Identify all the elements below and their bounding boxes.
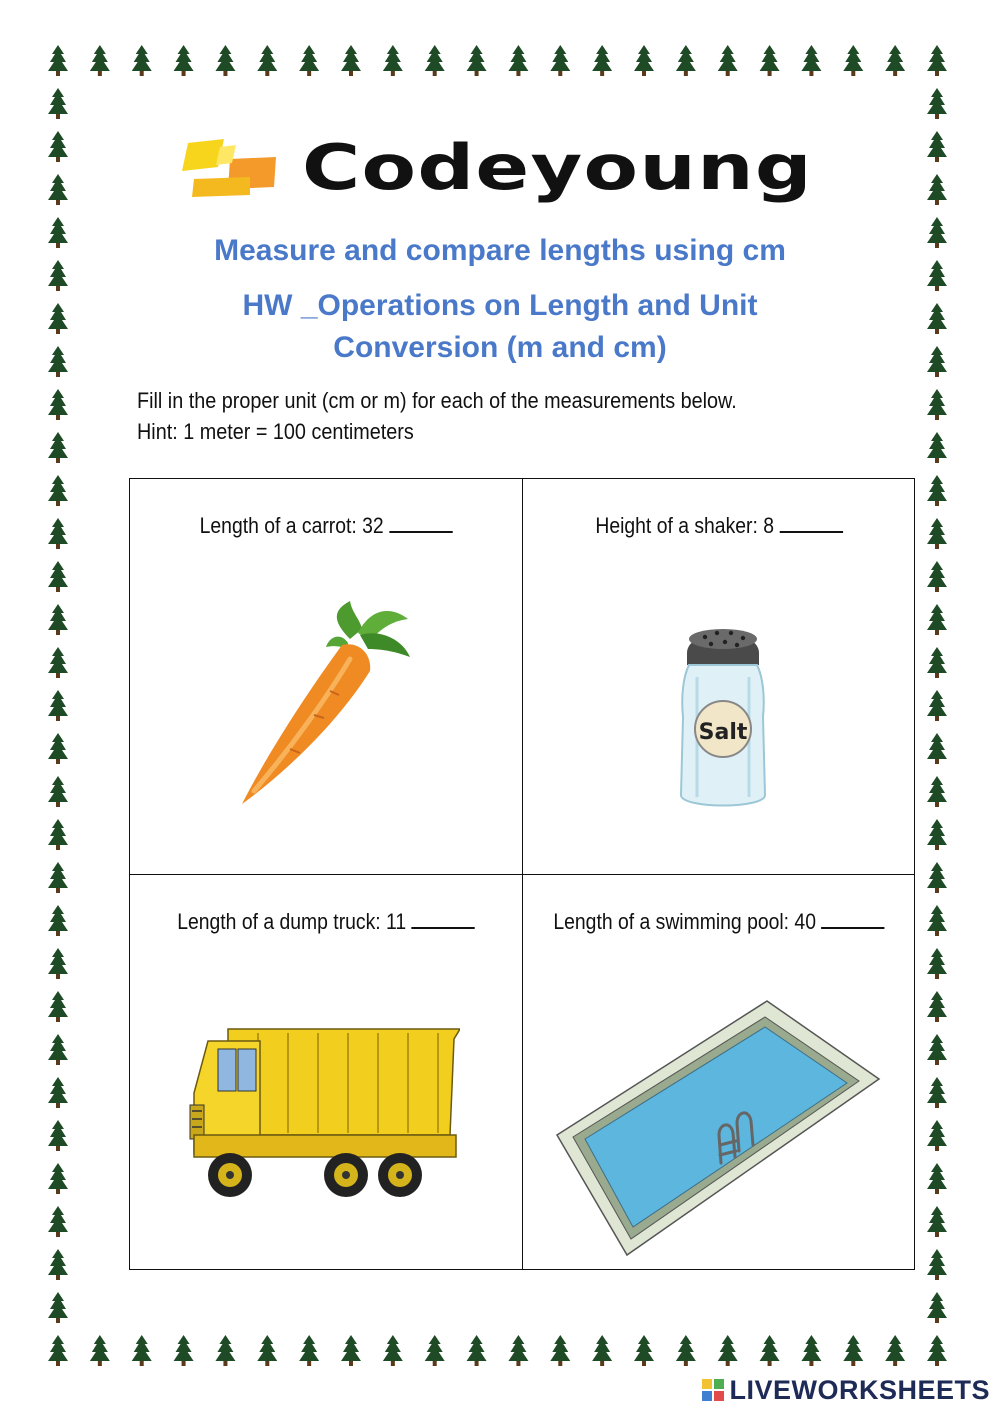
pine-tree-icon bbox=[676, 45, 696, 76]
pine-tree-icon bbox=[425, 1335, 445, 1366]
pine-tree-icon bbox=[760, 1335, 780, 1366]
pine-tree-icon bbox=[718, 1335, 738, 1366]
pine-tree-icon bbox=[592, 45, 612, 76]
pine-tree-icon bbox=[174, 1335, 194, 1366]
pine-tree-icon bbox=[467, 45, 487, 76]
pine-tree-icon bbox=[927, 690, 947, 721]
pine-tree-icon bbox=[927, 1335, 947, 1366]
dump-truck-icon bbox=[188, 1025, 460, 1200]
pine-tree-icon bbox=[132, 45, 152, 76]
pine-tree-icon bbox=[48, 604, 68, 635]
pine-tree-icon bbox=[48, 45, 68, 76]
exercise-cell-shaker bbox=[523, 479, 915, 874]
carrot-icon bbox=[230, 599, 430, 809]
pine-tree-icon bbox=[508, 1335, 528, 1366]
pine-tree-icon bbox=[927, 1206, 947, 1237]
pine-tree-icon bbox=[48, 1206, 68, 1237]
truck-label: Length of a dump truck: 11 bbox=[177, 909, 407, 934]
pine-tree-icon bbox=[843, 1335, 863, 1366]
pine-tree-icon bbox=[48, 475, 68, 506]
instructions bbox=[137, 385, 737, 447]
pine-tree-icon bbox=[48, 690, 68, 721]
pine-tree-icon bbox=[48, 1034, 68, 1065]
pine-tree-icon bbox=[550, 1335, 570, 1366]
codeyoung-logo bbox=[180, 131, 813, 215]
pine-tree-icon bbox=[48, 518, 68, 549]
pine-tree-icon bbox=[48, 1077, 68, 1108]
pine-tree-icon bbox=[215, 45, 235, 76]
pine-tree-icon bbox=[48, 647, 68, 678]
pine-tree-icon bbox=[48, 1249, 68, 1280]
pine-tree-icon bbox=[927, 1163, 947, 1194]
carrot-label: Length of a carrot: 32 bbox=[199, 513, 384, 538]
pine-tree-icon bbox=[927, 1249, 947, 1280]
pine-tree-icon bbox=[801, 45, 821, 76]
liveworksheets-logo-icon bbox=[701, 1378, 725, 1402]
pine-tree-icon bbox=[927, 45, 947, 76]
exercise-grid bbox=[129, 478, 915, 1270]
pine-tree-icon bbox=[927, 174, 947, 205]
pine-tree-icon bbox=[927, 819, 947, 850]
logo-text: Codeyoung bbox=[302, 131, 813, 204]
pine-tree-icon bbox=[634, 1335, 654, 1366]
pine-tree-icon bbox=[48, 1163, 68, 1194]
pool-prompt bbox=[547, 909, 892, 935]
pine-tree-icon bbox=[550, 45, 570, 76]
pine-tree-icon bbox=[927, 518, 947, 549]
pine-tree-icon bbox=[48, 1120, 68, 1151]
pine-tree-icon bbox=[48, 174, 68, 205]
pine-tree-icon bbox=[174, 45, 194, 76]
pool-label: Length of a swimming pool: 40 bbox=[553, 909, 816, 934]
pine-tree-icon bbox=[927, 604, 947, 635]
pine-tree-icon bbox=[927, 88, 947, 119]
pine-tree-icon bbox=[885, 45, 905, 76]
pine-tree-icon bbox=[48, 948, 68, 979]
pine-tree-icon bbox=[48, 389, 68, 420]
pine-tree-icon bbox=[927, 1292, 947, 1323]
pine-tree-icon bbox=[257, 45, 277, 76]
truck-answer-blank[interactable] bbox=[411, 909, 474, 929]
subtitle-line-2: Conversion (m and cm) bbox=[333, 331, 667, 364]
pine-tree-icon bbox=[383, 1335, 403, 1366]
pine-tree-icon bbox=[885, 1335, 905, 1366]
pine-tree-icon bbox=[927, 1034, 947, 1065]
pine-tree-icon bbox=[508, 45, 528, 76]
liveworksheets-footer bbox=[701, 1375, 990, 1405]
pine-tree-icon bbox=[48, 905, 68, 936]
pine-tree-icon bbox=[341, 45, 361, 76]
carrot-answer-blank[interactable] bbox=[389, 513, 452, 533]
pine-tree-icon bbox=[48, 432, 68, 463]
instruction-line-1: Fill in the proper unit (cm or m) for each of the measurements below. bbox=[137, 388, 737, 413]
pine-tree-icon bbox=[801, 1335, 821, 1366]
pine-tree-icon bbox=[634, 45, 654, 76]
pine-tree-icon bbox=[927, 647, 947, 678]
truck-prompt bbox=[154, 909, 499, 935]
pine-tree-icon bbox=[48, 1292, 68, 1323]
page-title: Measure and compare lengths using cm bbox=[214, 234, 786, 267]
pine-tree-icon bbox=[425, 45, 445, 76]
pine-tree-icon bbox=[927, 131, 947, 162]
pine-tree-icon bbox=[592, 1335, 612, 1366]
swimming-pool-icon bbox=[553, 995, 883, 1260]
shaker-label: Height of a shaker: 8 bbox=[595, 513, 774, 538]
page-subtitle bbox=[0, 285, 1000, 369]
pine-tree-icon bbox=[48, 991, 68, 1022]
pine-tree-icon bbox=[257, 1335, 277, 1366]
pine-tree-icon bbox=[927, 561, 947, 592]
pine-tree-icon bbox=[48, 819, 68, 850]
pine-tree-icon bbox=[927, 905, 947, 936]
pine-tree-icon bbox=[927, 733, 947, 764]
pine-tree-icon bbox=[299, 1335, 319, 1366]
pine-tree-icon bbox=[383, 45, 403, 76]
carrot-prompt bbox=[154, 513, 499, 539]
pine-tree-icon bbox=[927, 1120, 947, 1151]
pine-tree-icon bbox=[215, 1335, 235, 1366]
pine-tree-icon bbox=[467, 1335, 487, 1366]
pine-tree-icon bbox=[927, 475, 947, 506]
pine-tree-icon bbox=[718, 45, 738, 76]
pine-tree-icon bbox=[927, 389, 947, 420]
pine-tree-icon bbox=[90, 1335, 110, 1366]
pool-answer-blank[interactable] bbox=[821, 909, 884, 929]
instruction-line-2: Hint: 1 meter = 100 centimeters bbox=[137, 419, 414, 444]
pine-tree-icon bbox=[927, 991, 947, 1022]
pine-tree-icon bbox=[927, 948, 947, 979]
pine-tree-icon bbox=[90, 45, 110, 76]
pine-tree-icon bbox=[48, 733, 68, 764]
pine-tree-icon bbox=[299, 45, 319, 76]
pine-tree-icon bbox=[48, 776, 68, 807]
pine-tree-icon bbox=[132, 1335, 152, 1366]
liveworksheets-brand: LIVEWORKSHEETS bbox=[729, 1374, 990, 1405]
pine-tree-icon bbox=[927, 432, 947, 463]
pine-tree-icon bbox=[48, 88, 68, 119]
logo-mark-icon bbox=[180, 139, 280, 199]
pine-tree-icon bbox=[927, 862, 947, 893]
pine-tree-icon bbox=[927, 1077, 947, 1108]
shaker-answer-blank[interactable] bbox=[779, 513, 842, 533]
subtitle-line-1: HW _Operations on Length and Unit bbox=[242, 289, 758, 322]
pine-tree-icon bbox=[843, 45, 863, 76]
shaker-prompt bbox=[547, 513, 892, 539]
salt-shaker-icon bbox=[673, 617, 773, 817]
exercise-cell-pool bbox=[523, 875, 915, 1270]
pine-tree-icon bbox=[48, 131, 68, 162]
pine-tree-icon bbox=[48, 862, 68, 893]
pine-tree-icon bbox=[760, 45, 780, 76]
shaker-salt-label: Salt bbox=[698, 720, 748, 745]
pine-tree-icon bbox=[927, 776, 947, 807]
exercise-cell-carrot bbox=[130, 479, 522, 874]
pine-tree-icon bbox=[48, 1335, 68, 1366]
pine-tree-icon bbox=[676, 1335, 696, 1366]
pine-tree-icon bbox=[48, 561, 68, 592]
pine-tree-icon bbox=[341, 1335, 361, 1366]
exercise-cell-truck bbox=[130, 875, 522, 1270]
